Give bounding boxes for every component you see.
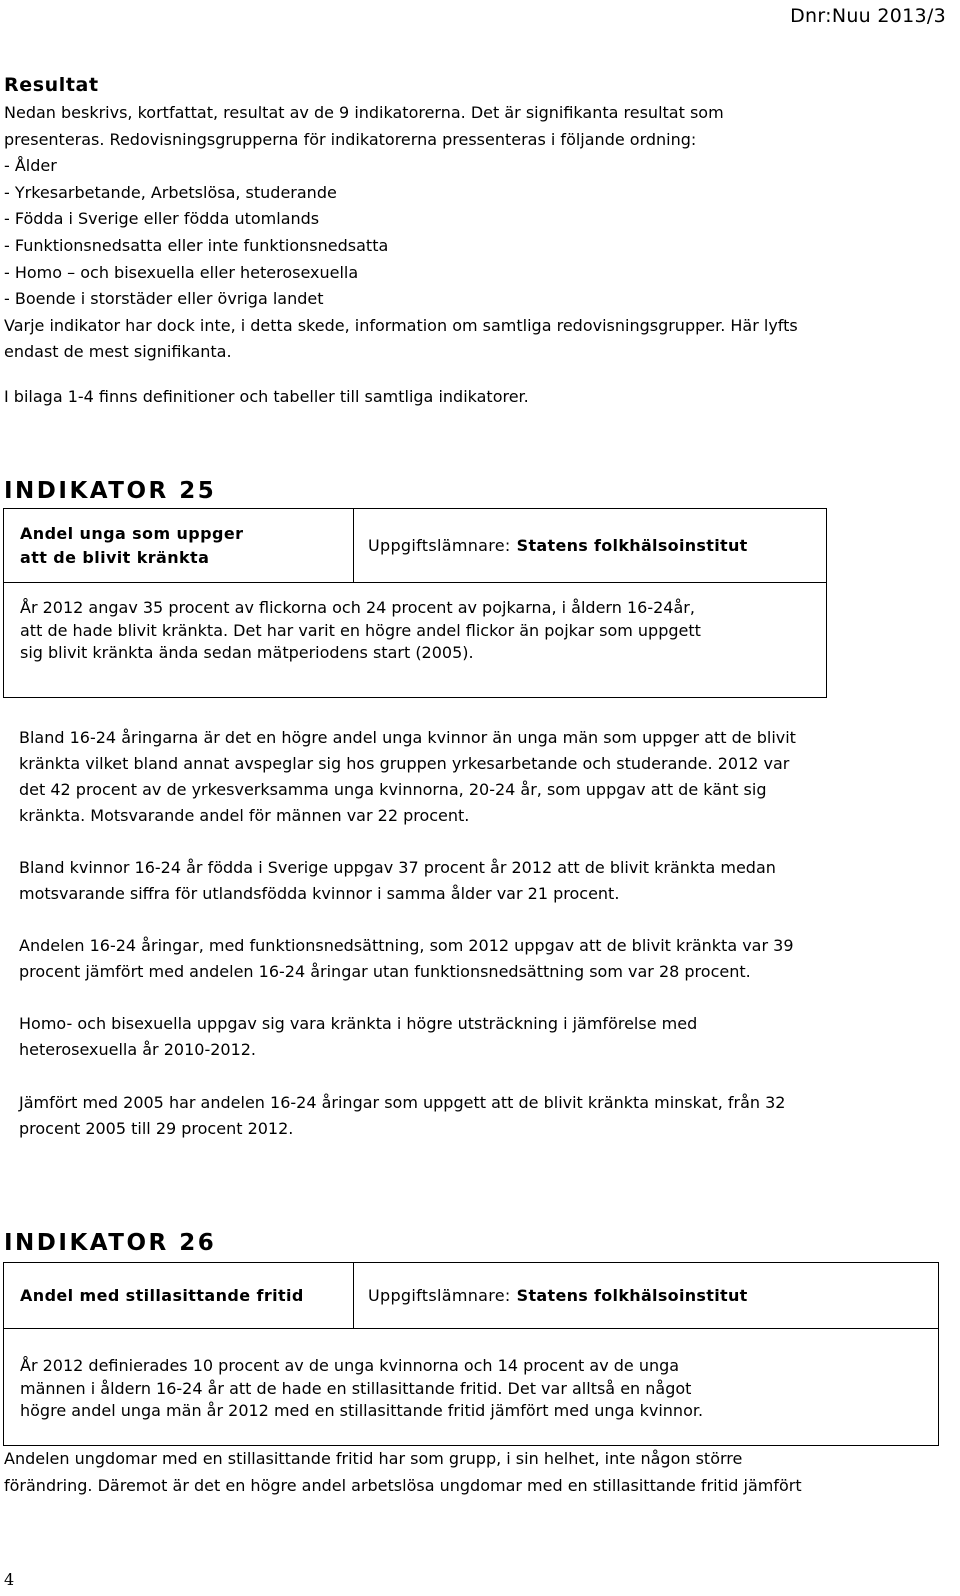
paragraph-line: Andelen ungdomar med en stillasittande fritid har som grupp, i sin helhet, inte någon större	[4, 1449, 743, 1468]
indikator-25-name	[4, 509, 354, 583]
intro-line: endast de mest signifikanta.	[4, 342, 232, 362]
paragraph-line: Andelen 16-24 åringar, med funktionsnedsättning, som 2012 uppgav att de blivit kränkta var 39	[19, 936, 794, 955]
indikator-26-title: INDIKATOR 26	[4, 1230, 217, 1256]
summary-line: att de hade blivit kränkta. Det har varit en högre andel flickor än pojkar som uppgett	[20, 620, 701, 640]
document-number: Dnr:Nuu 2013/3	[790, 5, 946, 27]
intro-line: - Yrkesarbetande, Arbetslösa, studerande	[4, 182, 337, 202]
indikator-26-summary	[20, 1355, 926, 1423]
indikator-26-tail	[4, 1446, 954, 1499]
paragraph-line: Homo- och bisexuella uppgav sig vara kränkta i högre utsträckning i jämförelse med	[19, 1014, 698, 1033]
indikator-26-provider	[354, 1263, 938, 1329]
paragraph-line: kränkta vilket bland annat avspeglar sig hos gruppen yrkesarbetande och studerande. 2012 var	[19, 754, 790, 773]
indikator-26-box	[3, 1262, 939, 1446]
provider-label: Uppgiftslämnare:	[368, 536, 511, 555]
paragraph	[19, 855, 949, 907]
provider-label: Uppgiftslämnare:	[368, 1286, 511, 1305]
summary-line: männen i åldern 16-24 år att de hade en stillasittande fritid. Det var alltså en något	[20, 1378, 692, 1398]
provider-value: Statens folkhälsoinstitut	[516, 536, 748, 555]
intro-line: - Homo – och bisexuella eller heterosexuella	[4, 262, 359, 282]
paragraph-line: Bland 16-24 åringarna är det en högre andel unga kvinnor än unga män som uppger att de blivit	[19, 728, 796, 747]
intro-line: - Funktionsnedsatta eller inte funktionsnedsatta	[4, 235, 389, 255]
indikator-25-box	[3, 508, 827, 698]
paragraph-line: motsvarande siffra för utlandsfödda kvinnor i samma ålder var 21 procent.	[19, 884, 620, 903]
provider-value: Statens folkhälsoinstitut	[516, 1286, 748, 1305]
page-number: 4	[4, 1570, 15, 1589]
intro-line: Varje indikator har dock inte, i detta skede, information om samtliga redovisningsgrupper. Här lyfts	[4, 315, 798, 335]
paragraph-line: förändring. Däremot är det en högre andel arbetslösa ungdomar med en stillasittande fritid jämfört	[4, 1475, 802, 1495]
intro-line: - Ålder	[4, 156, 57, 176]
paragraph-line: Jämfört med 2005 har andelen 16-24 åringar som uppgett att de blivit kränkta minskat, från 32	[19, 1093, 786, 1112]
intro-line: - Födda i Sverige eller födda utomlands	[4, 209, 320, 229]
paragraph-line: heterosexuella år 2010-2012.	[19, 1040, 257, 1059]
paragraph	[19, 725, 949, 829]
indikator-name-line: Andel med stillasittande fritid	[20, 1285, 304, 1305]
summary-line: sig blivit kränkta ända sedan mätperiodens start (2005).	[20, 643, 474, 662]
indikator-25-title: INDIKATOR 25	[4, 478, 217, 504]
paragraph	[19, 1011, 949, 1063]
paragraph-line: procent 2005 till 29 procent 2012.	[19, 1119, 294, 1138]
paragraph-line: kränkta. Motsvarande andel för männen var 22 procent.	[19, 806, 470, 825]
section-title-resultat: Resultat	[4, 74, 99, 96]
summary-line: högre andel unga män år 2012 med en stillasittande fritid jämfört med unga kvinnor.	[20, 1401, 704, 1420]
intro-line: - Boende i storstäder eller övriga landet	[4, 289, 324, 309]
indikator-25-provider	[354, 509, 826, 583]
indikator-25-summary	[20, 597, 814, 665]
summary-line: År 2012 angav 35 procent av flickorna och 24 procent av pojkarna, i åldern 16-24år,	[20, 598, 695, 617]
resultat-intro	[4, 100, 954, 411]
indikator-name-line: att de blivit kränkta	[20, 547, 210, 567]
paragraph-line: det 42 procent av de yrkesverksamma unga kvinnorna, 20-24 år, som uppgav att de känt sig	[19, 780, 767, 799]
paragraph-line: Bland kvinnor 16-24 år födda i Sverige uppgav 37 procent år 2012 att de blivit kränkta medan	[19, 858, 776, 877]
indikator-name-line: Andel unga som uppger	[20, 523, 244, 543]
paragraph	[19, 933, 949, 985]
paragraph	[19, 1090, 949, 1142]
indikator-26-name	[4, 1263, 354, 1329]
intro-line: presenteras. Redovisningsgrupperna för indikatorerna pressenteras i följande ordning:	[4, 129, 697, 149]
intro-line: Nedan beskrivs, kortfattat, resultat av de 9 indikatorerna. Det är signifikanta resultat som	[4, 103, 724, 122]
bilaga-note: I bilaga 1-4 finns definitioner och tabeller till samtliga indikatorer.	[4, 386, 529, 406]
paragraph-line: procent jämfört med andelen 16-24 åringar utan funktionsnedsättning som var 28 procent.	[19, 962, 751, 981]
summary-line: År 2012 definierades 10 procent av de unga kvinnorna och 14 procent av de unga	[20, 1356, 680, 1375]
